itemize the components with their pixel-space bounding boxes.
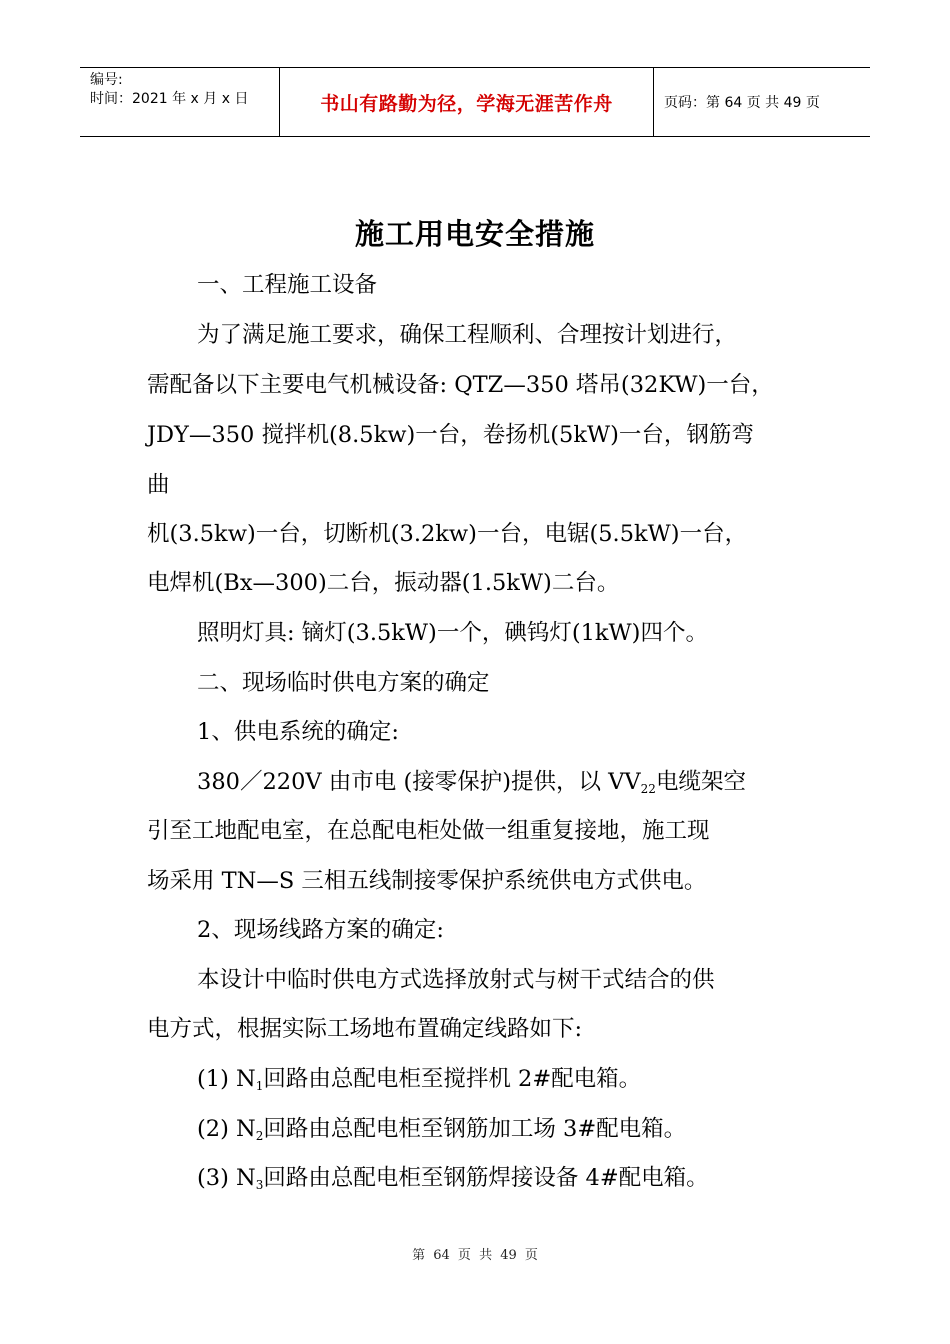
number-label: 编号: [90,72,123,88]
line-text: 电缆架空 [655,769,746,795]
section-heading: 一、工程施工设备 [197,272,378,298]
header-motto-cell [280,68,654,136]
document-header [80,67,870,137]
page-footer: 第 64 页 共 49 页 [412,1248,538,1263]
section-heading: 二、现场临时供电方案的确定 [197,670,490,696]
line-text: 回路由总配电柜至搅拌机 2#配电箱。 [263,1066,642,1092]
list-item [197,1114,686,1144]
paragraph-line: 照明灯具: 镝灯(3.5kW)一个，碘钨灯(1kW)四个。 [197,620,708,646]
paragraph-line [197,767,746,797]
paragraph-line: 电方式，根据实际工场地布置确定线路如下: [147,1016,583,1042]
subscript: 22 [640,782,656,796]
line-text: 回路由总配电柜至钢筋加工场 3#配电箱。 [263,1116,687,1142]
subscript: 2 [255,1129,264,1143]
line-text: (1) N [197,1066,256,1092]
paragraph-line: JDY—350 搅拌机(8.5kw)一台，卷扬机(5kW)一台，钢筋弯 [147,422,754,448]
paragraph-line: 机(3.5kw)一台，切断机(3.2kw)一台，电锯(5.5kW)一台， [147,521,748,547]
header-page-cell [654,68,870,136]
page-info: 页码：第 64 页 共 49 页 [664,95,820,111]
time-label: 时间：2021 年 x 月 x 日 [90,91,249,107]
header-meta-cell [80,68,280,136]
line-text: (3) N [197,1165,256,1191]
list-item [197,1064,641,1094]
motto-text: 书山有路勤为径，学海无涯苦作舟 [320,92,613,115]
paragraph-line: 场采用 TN—S 三相五线制接零保护系统供电方式供电。 [147,868,707,894]
line-text: 回路由总配电柜至钢筋焊接设备 4#配电箱。 [263,1165,709,1191]
paragraph-line: 为了满足施工要求，确保工程顺利、合理按计划进行， [197,322,738,348]
paragraph-line: 需配备以下主要电气机械设备: QTZ—350 塔吊(32KW)一台， [147,372,774,398]
paragraph-line: 本设计中临时供电方式选择放射式与树干式结合的供 [197,967,715,993]
line-text: 380／220V 由市电 (接零保护)提供，以 VV [197,769,641,795]
paragraph-line: 电焊机(Bx—300)二台，振动器(1.5kW)二台。 [147,570,620,596]
subscript: 1 [255,1079,264,1093]
document-title: 施工用电安全措施 [354,217,595,251]
line-text: (2) N [197,1116,256,1142]
subsection-heading: 2、现场线路方案的确定: [197,917,444,943]
paragraph-line: 曲 [147,472,170,498]
subscript: 3 [255,1178,264,1192]
list-item [197,1163,709,1193]
subsection-heading: 1、供电系统的确定: [197,719,399,745]
paragraph-line: 引至工地配电室，在总配电柜处做一组重复接地，施工现 [147,818,710,844]
